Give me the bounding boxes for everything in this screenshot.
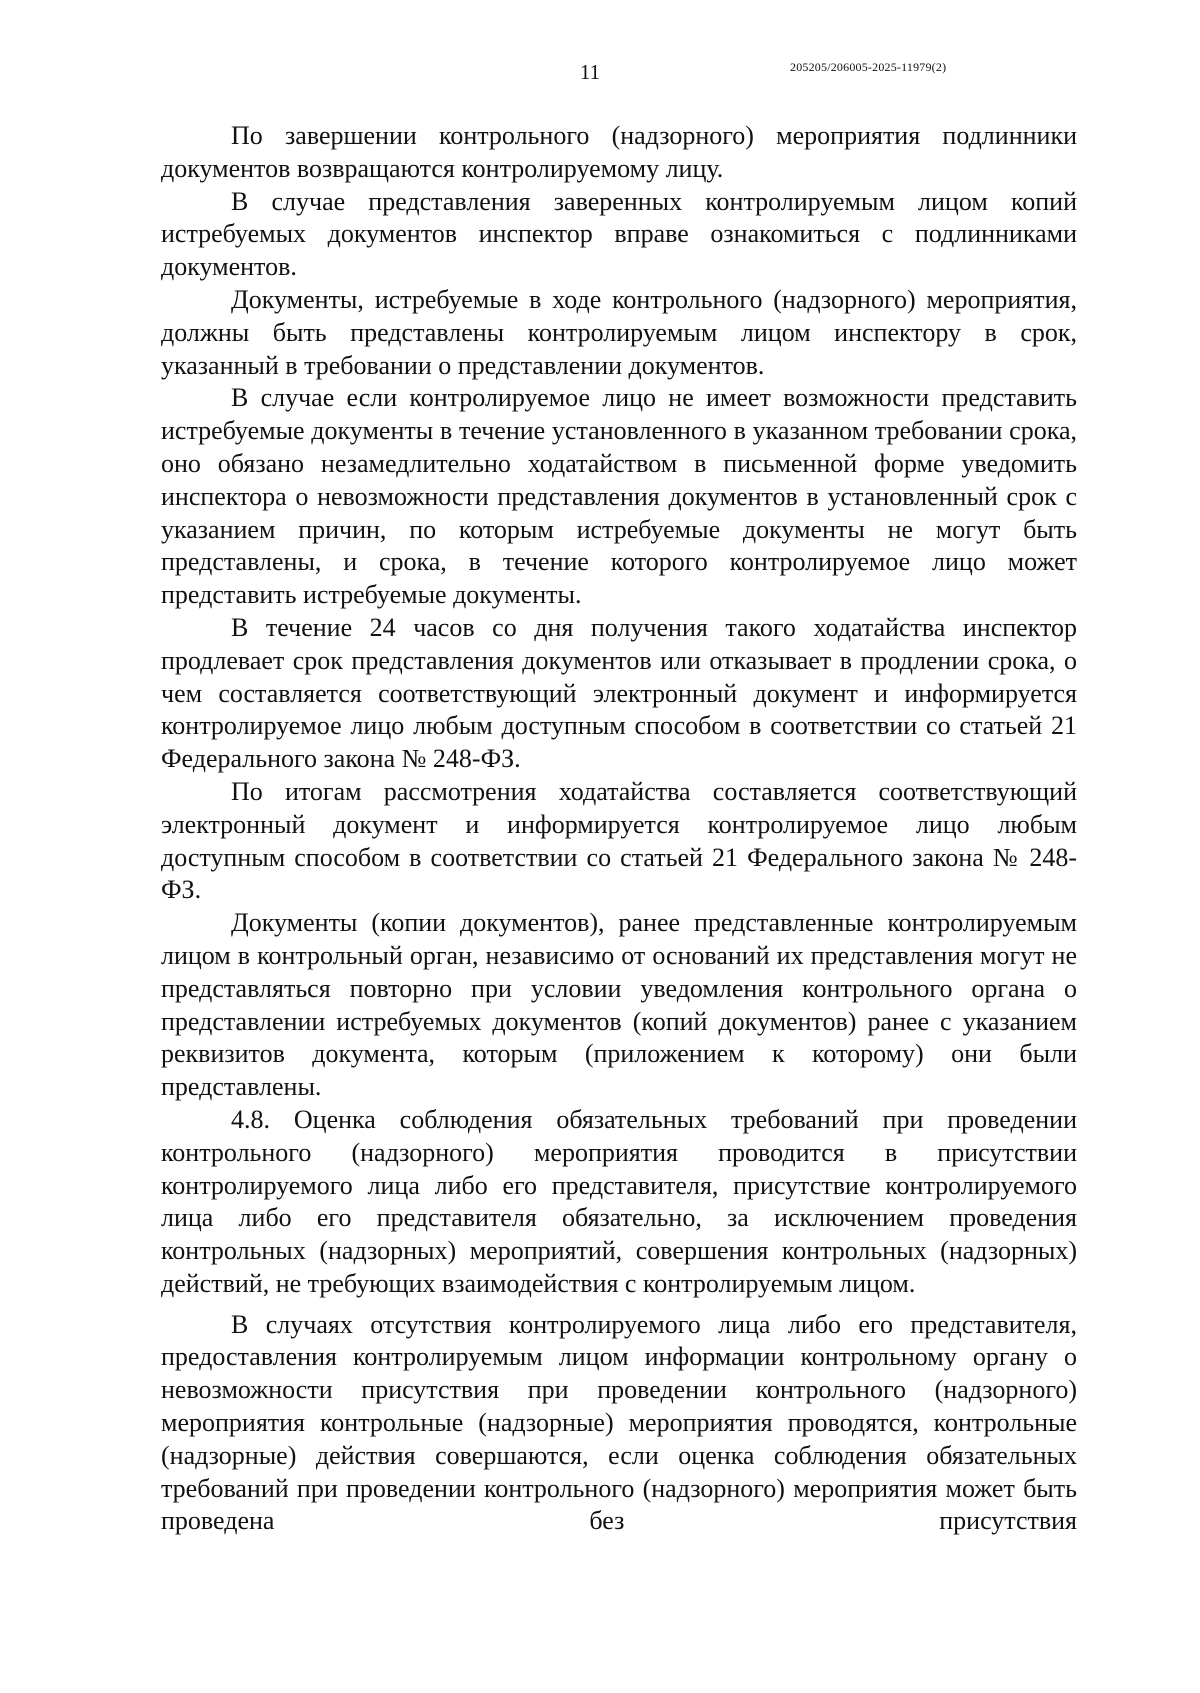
- document-code: 205205/206005-2025-11979(2): [790, 60, 947, 74]
- paragraph-originals-returned: По завершении контрольного (надзорного) мероприятия подлинники документов возвращаются контролируемому лицу.: [161, 121, 1077, 183]
- paragraph-previously-submitted: Документы (копии документов), ранее представленные контролируемым лицом в контрольный орган, независимо от оснований их представления могут не представляться повторно при условии уведомления контрольного органа о представлении истребуемых документов (копий документов) ранее с указанием реквизитов документа, которым (приложением к которому) они были представлены.: [161, 908, 1077, 1102]
- page-number: 11: [579, 60, 601, 84]
- paragraph-petition-result: По итогам рассмотрения ходатайства составляется соответствующий электронный документ и информируется контролируемое лицо любым доступным способом в соответствии со статьей 21 Федерального закона № 248-ФЗ.: [161, 776, 1077, 905]
- paragraph-section-4-8: 4.8. Оценка соблюдения обязательных требований при проведении контрольного (надзорного) мероприятия проводится в присутствии контролируемого лица либо его представителя, присутствие контролируемого лица либо его представителя обязательно, за исключением проведения контрольных (надзорных) мероприятий, совершения контрольных (надзорных) действий, не требующих взаимодействия с контролируемым лицом.: [161, 1104, 1077, 1298]
- paragraph-submission-deadline: Документы, истребуемые в ходе контрольного (надзорного) мероприятия, должны быть представлены контролируемым лицом инспектору в срок, указанный в требовании о представлении документов.: [161, 284, 1077, 380]
- paragraph-certified-copies: В случае представления заверенных контролируемым лицом копий истребуемых документов инспектор вправе ознакомиться с подлинниками документов.: [161, 186, 1077, 282]
- paragraph-inability-to-submit: В случае если контролируемое лицо не имеет возможности представить истребуемые документы в течение установленного в указанном требовании срока, оно обязано незамедлительно ходатайством в письменной форме уведомить инспектора о невозможности представления документов в установленный срок с указанием причин, по которым истребуемые документы не могут быть представлены, и срока, в течение которого контролируемое лицо может представить истребуемые документы.: [161, 383, 1077, 610]
- paragraph-extension-decision: В течение 24 часов со дня получения такого ходатайства инспектор продлевает срок представления документов или отказывает в продлении срока, о чем составляется соответствующий электронный документ и информируется контролируемое лицо любым доступным способом в соответствии со статьей 21 Федерального закона № 248-ФЗ.: [161, 612, 1077, 774]
- document-body: [161, 120, 1077, 1538]
- paragraph-absence-cases: В случаях отсутствия контролируемого лица либо его представителя, предоставления контролируемым лицом информации контрольному органу о невозможности присутствия при проведении контрольного (надзорного) мероприятия контрольные (надзорные) мероприятия проводятся, контрольные (надзорные) действия совершаются, если оценка соблюдения обязательных требований при проведении контрольного (надзорного) мероприятия может быть проведена без присутствия: [161, 1309, 1077, 1536]
